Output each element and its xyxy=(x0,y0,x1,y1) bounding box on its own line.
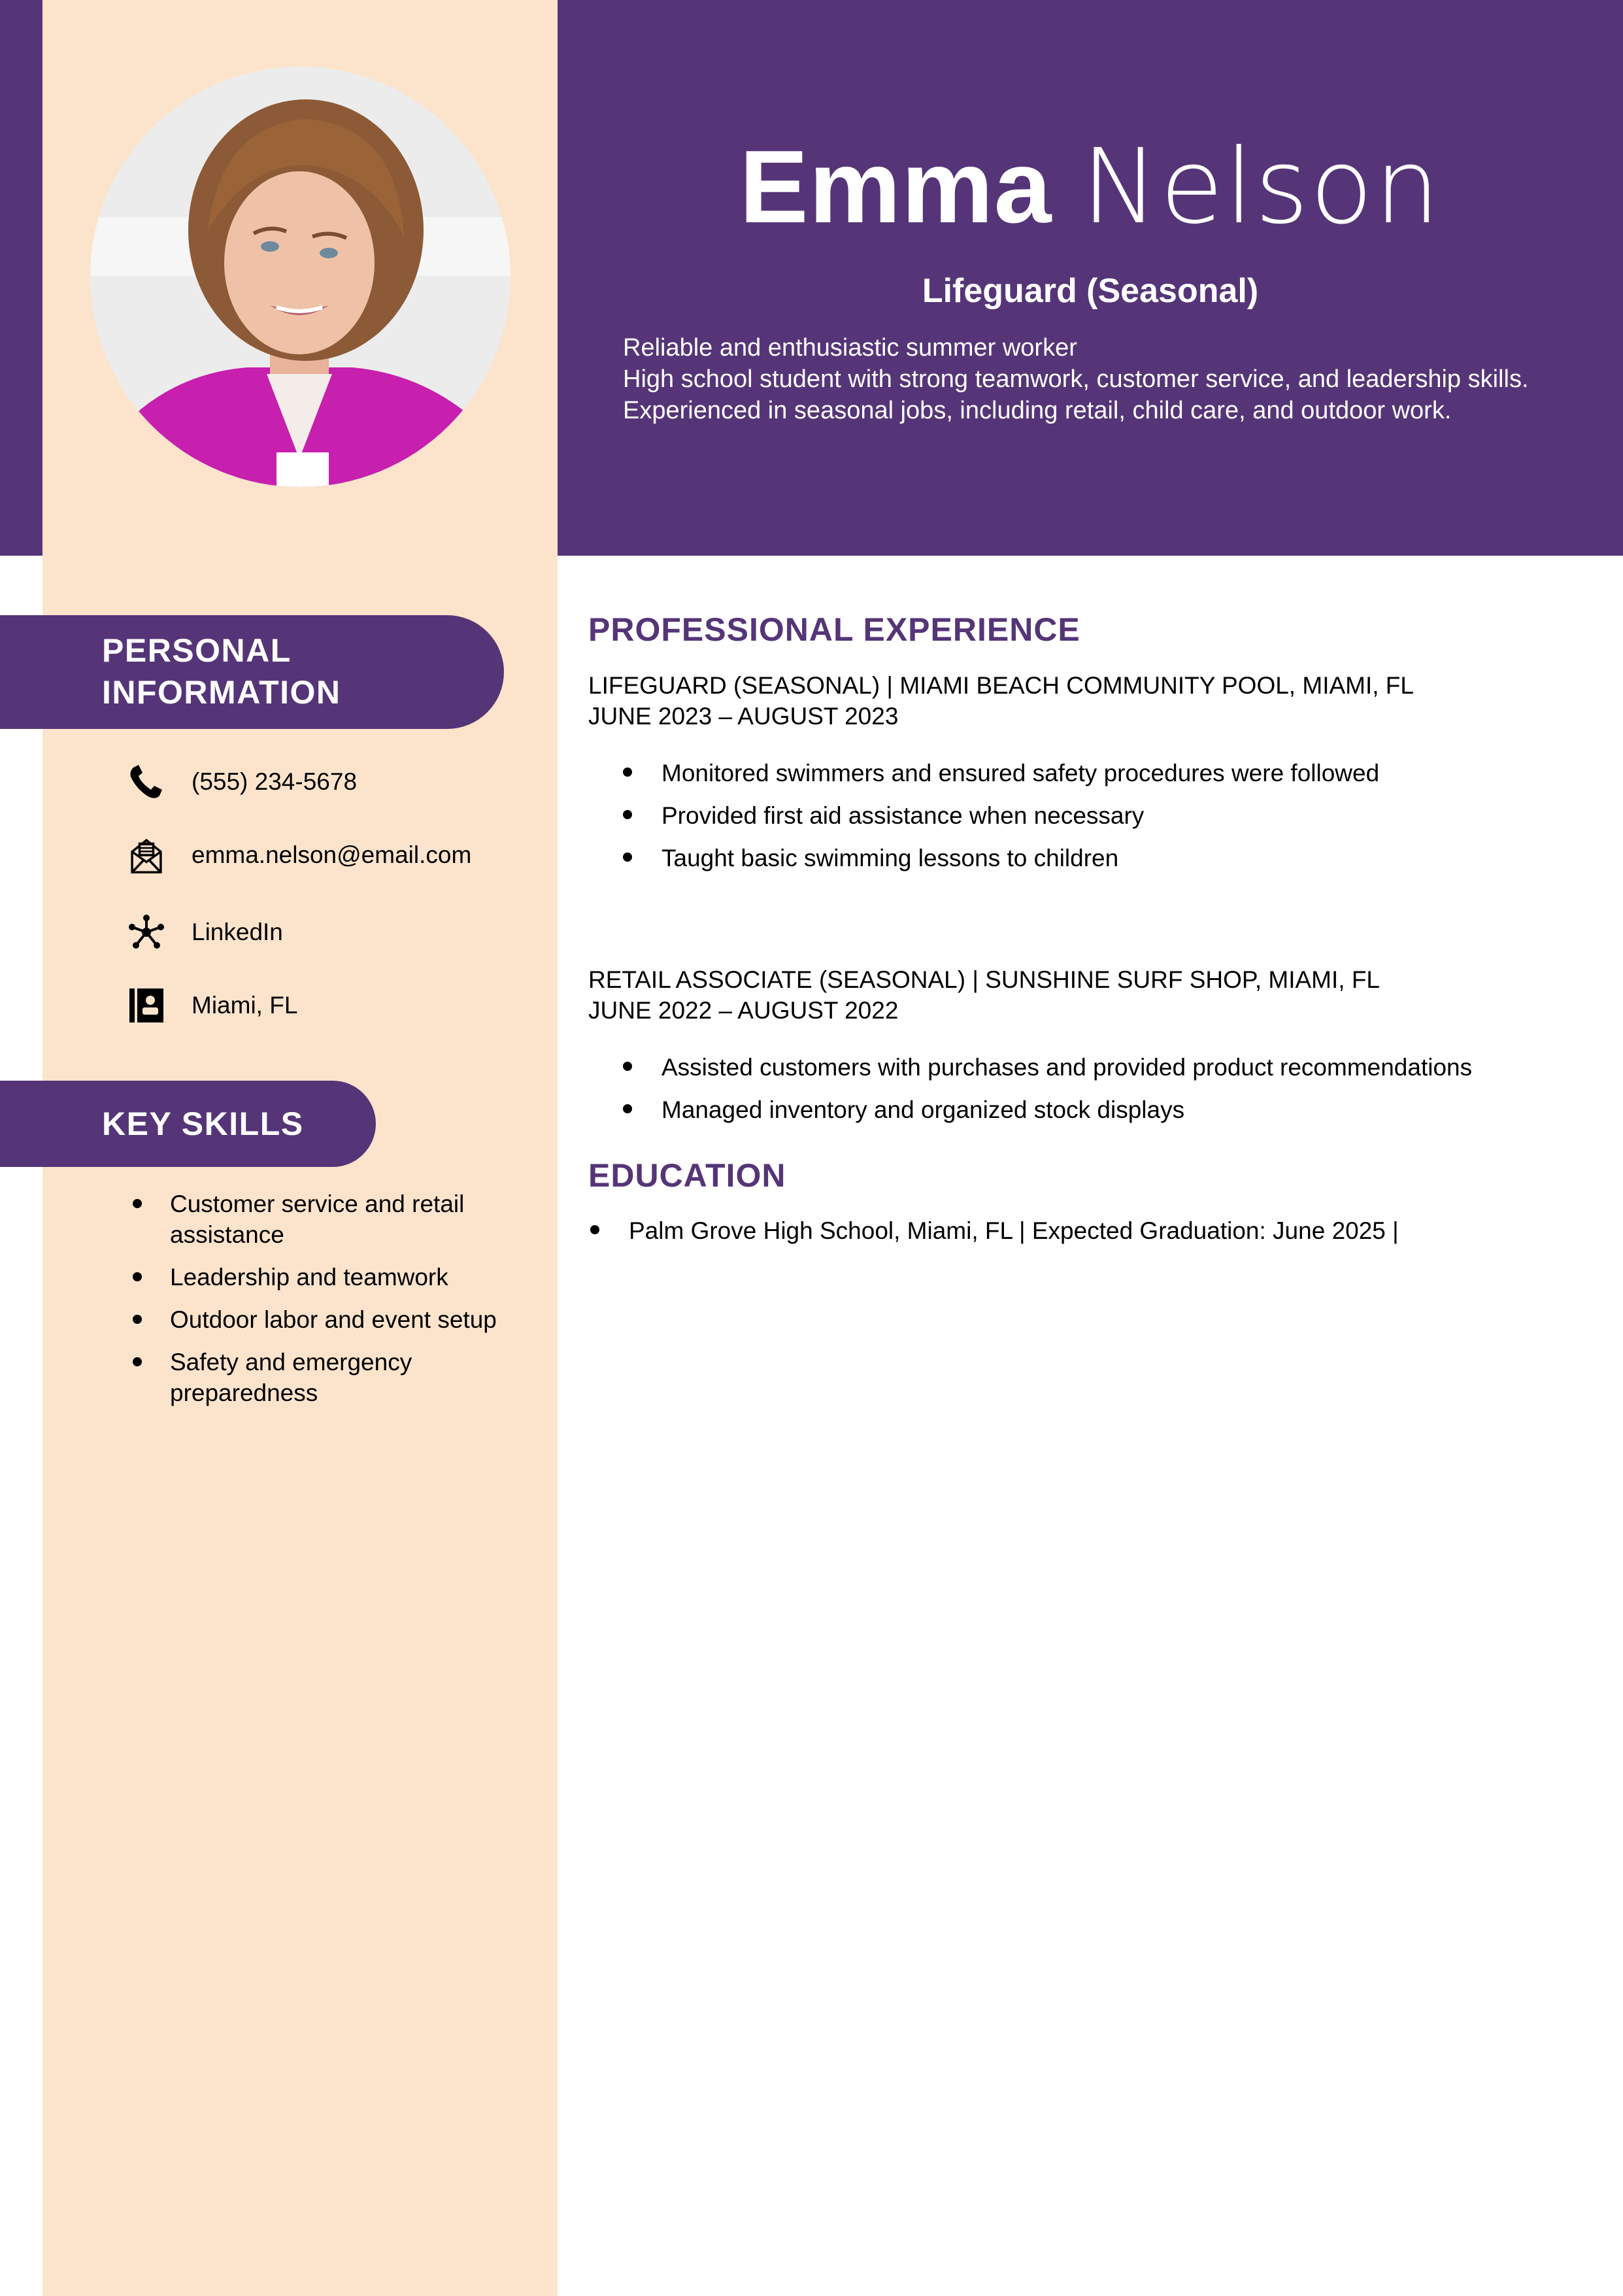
skill-item: Customer service and retail assistance xyxy=(128,1189,520,1250)
education-item: Palm Grove High School, Miami, FL | Expected Graduation: June 2025 | xyxy=(588,1209,1399,1252)
bullet-icon xyxy=(133,1315,142,1324)
job-bullet: Managed inventory and organized stock displays xyxy=(621,1089,1472,1131)
job-entry-2-bullets xyxy=(621,1046,1472,1131)
job-bullet: Assisted customers with purchases and provided product recommendations xyxy=(621,1046,1472,1089)
profile-photo xyxy=(90,67,510,487)
job-bullet: Provided first aid assistance when necessary xyxy=(621,794,1379,837)
job-entry-2-header xyxy=(588,964,1380,1026)
key-skills-list xyxy=(128,1189,520,1420)
linkedin-link[interactable]: LinkedIn xyxy=(192,919,283,945)
contact-email xyxy=(128,836,472,875)
job-bullet: Monitored swimmers and ensured safety procedures were followed xyxy=(621,752,1379,794)
summary-line: Reliable and enthusiastic summer worker xyxy=(623,334,1077,362)
phone-icon xyxy=(128,764,165,800)
network-icon xyxy=(128,914,165,951)
email-text[interactable]: emma.nelson@email.com xyxy=(192,841,472,868)
portrait-illustration xyxy=(90,67,510,487)
skill-item: Leadership and teamwork xyxy=(128,1262,520,1292)
job-entry-1-header xyxy=(588,670,1414,732)
bullet-icon xyxy=(133,1272,142,1281)
job-title-line: LIFEGUARD (SEASONAL) | MIAMI BEACH COMMUNITY POOL, MIAMI, FL xyxy=(588,672,1414,699)
summary-line: Experienced in seasonal jobs, including retail, child care, and outdoor work. xyxy=(623,397,1452,424)
last-name: Nelson xyxy=(1081,127,1441,247)
key-skills-heading xyxy=(0,1081,376,1167)
location-text: Miami, FL xyxy=(192,992,298,1019)
job-entry-1-bullets xyxy=(621,752,1379,879)
candidate-name xyxy=(558,128,1623,246)
contact-linkedin xyxy=(128,913,283,952)
job-bullet: Taught basic swimming lessons to children xyxy=(621,837,1379,879)
phone-text[interactable]: (555) 234-5678 xyxy=(192,768,358,795)
bullet-icon xyxy=(133,1357,142,1366)
experience-heading: PROFESSIONAL EXPERIENCE xyxy=(588,611,1080,648)
contact-phone xyxy=(128,762,358,802)
heading-line: INFORMATION xyxy=(102,674,341,711)
job-title: Lifeguard (Seasonal) xyxy=(922,272,1259,310)
skill-item: Safety and emergency preparedness xyxy=(128,1347,520,1408)
bullet-icon xyxy=(623,1104,632,1113)
job-dates: JUNE 2023 – AUGUST 2023 xyxy=(588,703,899,730)
heading-line: PERSONAL xyxy=(102,632,292,669)
summary-line: High school student with strong teamwork, customer service, and leadership skills. xyxy=(623,365,1529,393)
job-dates: JUNE 2022 – AUGUST 2022 xyxy=(588,997,899,1024)
summary xyxy=(623,332,1529,426)
bullet-icon xyxy=(133,1199,142,1208)
contact-location xyxy=(128,986,298,1025)
mail-icon xyxy=(128,837,165,873)
skill-item: Outdoor labor and event setup xyxy=(128,1304,520,1335)
heading-text: KEY SKILLS xyxy=(102,1106,304,1142)
bullet-icon xyxy=(623,768,632,777)
contact-card-icon xyxy=(128,987,165,1024)
bullet-icon xyxy=(623,853,632,862)
bullet-icon xyxy=(623,1062,632,1071)
bullet-icon xyxy=(623,810,632,819)
first-name: Emma xyxy=(739,129,1052,245)
personal-info-heading xyxy=(0,615,504,729)
bullet-icon xyxy=(590,1225,599,1234)
job-title-line: RETAIL ASSOCIATE (SEASONAL) | SUNSHINE SURF SHOP, MIAMI, FL xyxy=(588,966,1380,993)
education-list xyxy=(588,1209,1399,1252)
education-heading: EDUCATION xyxy=(588,1157,786,1194)
